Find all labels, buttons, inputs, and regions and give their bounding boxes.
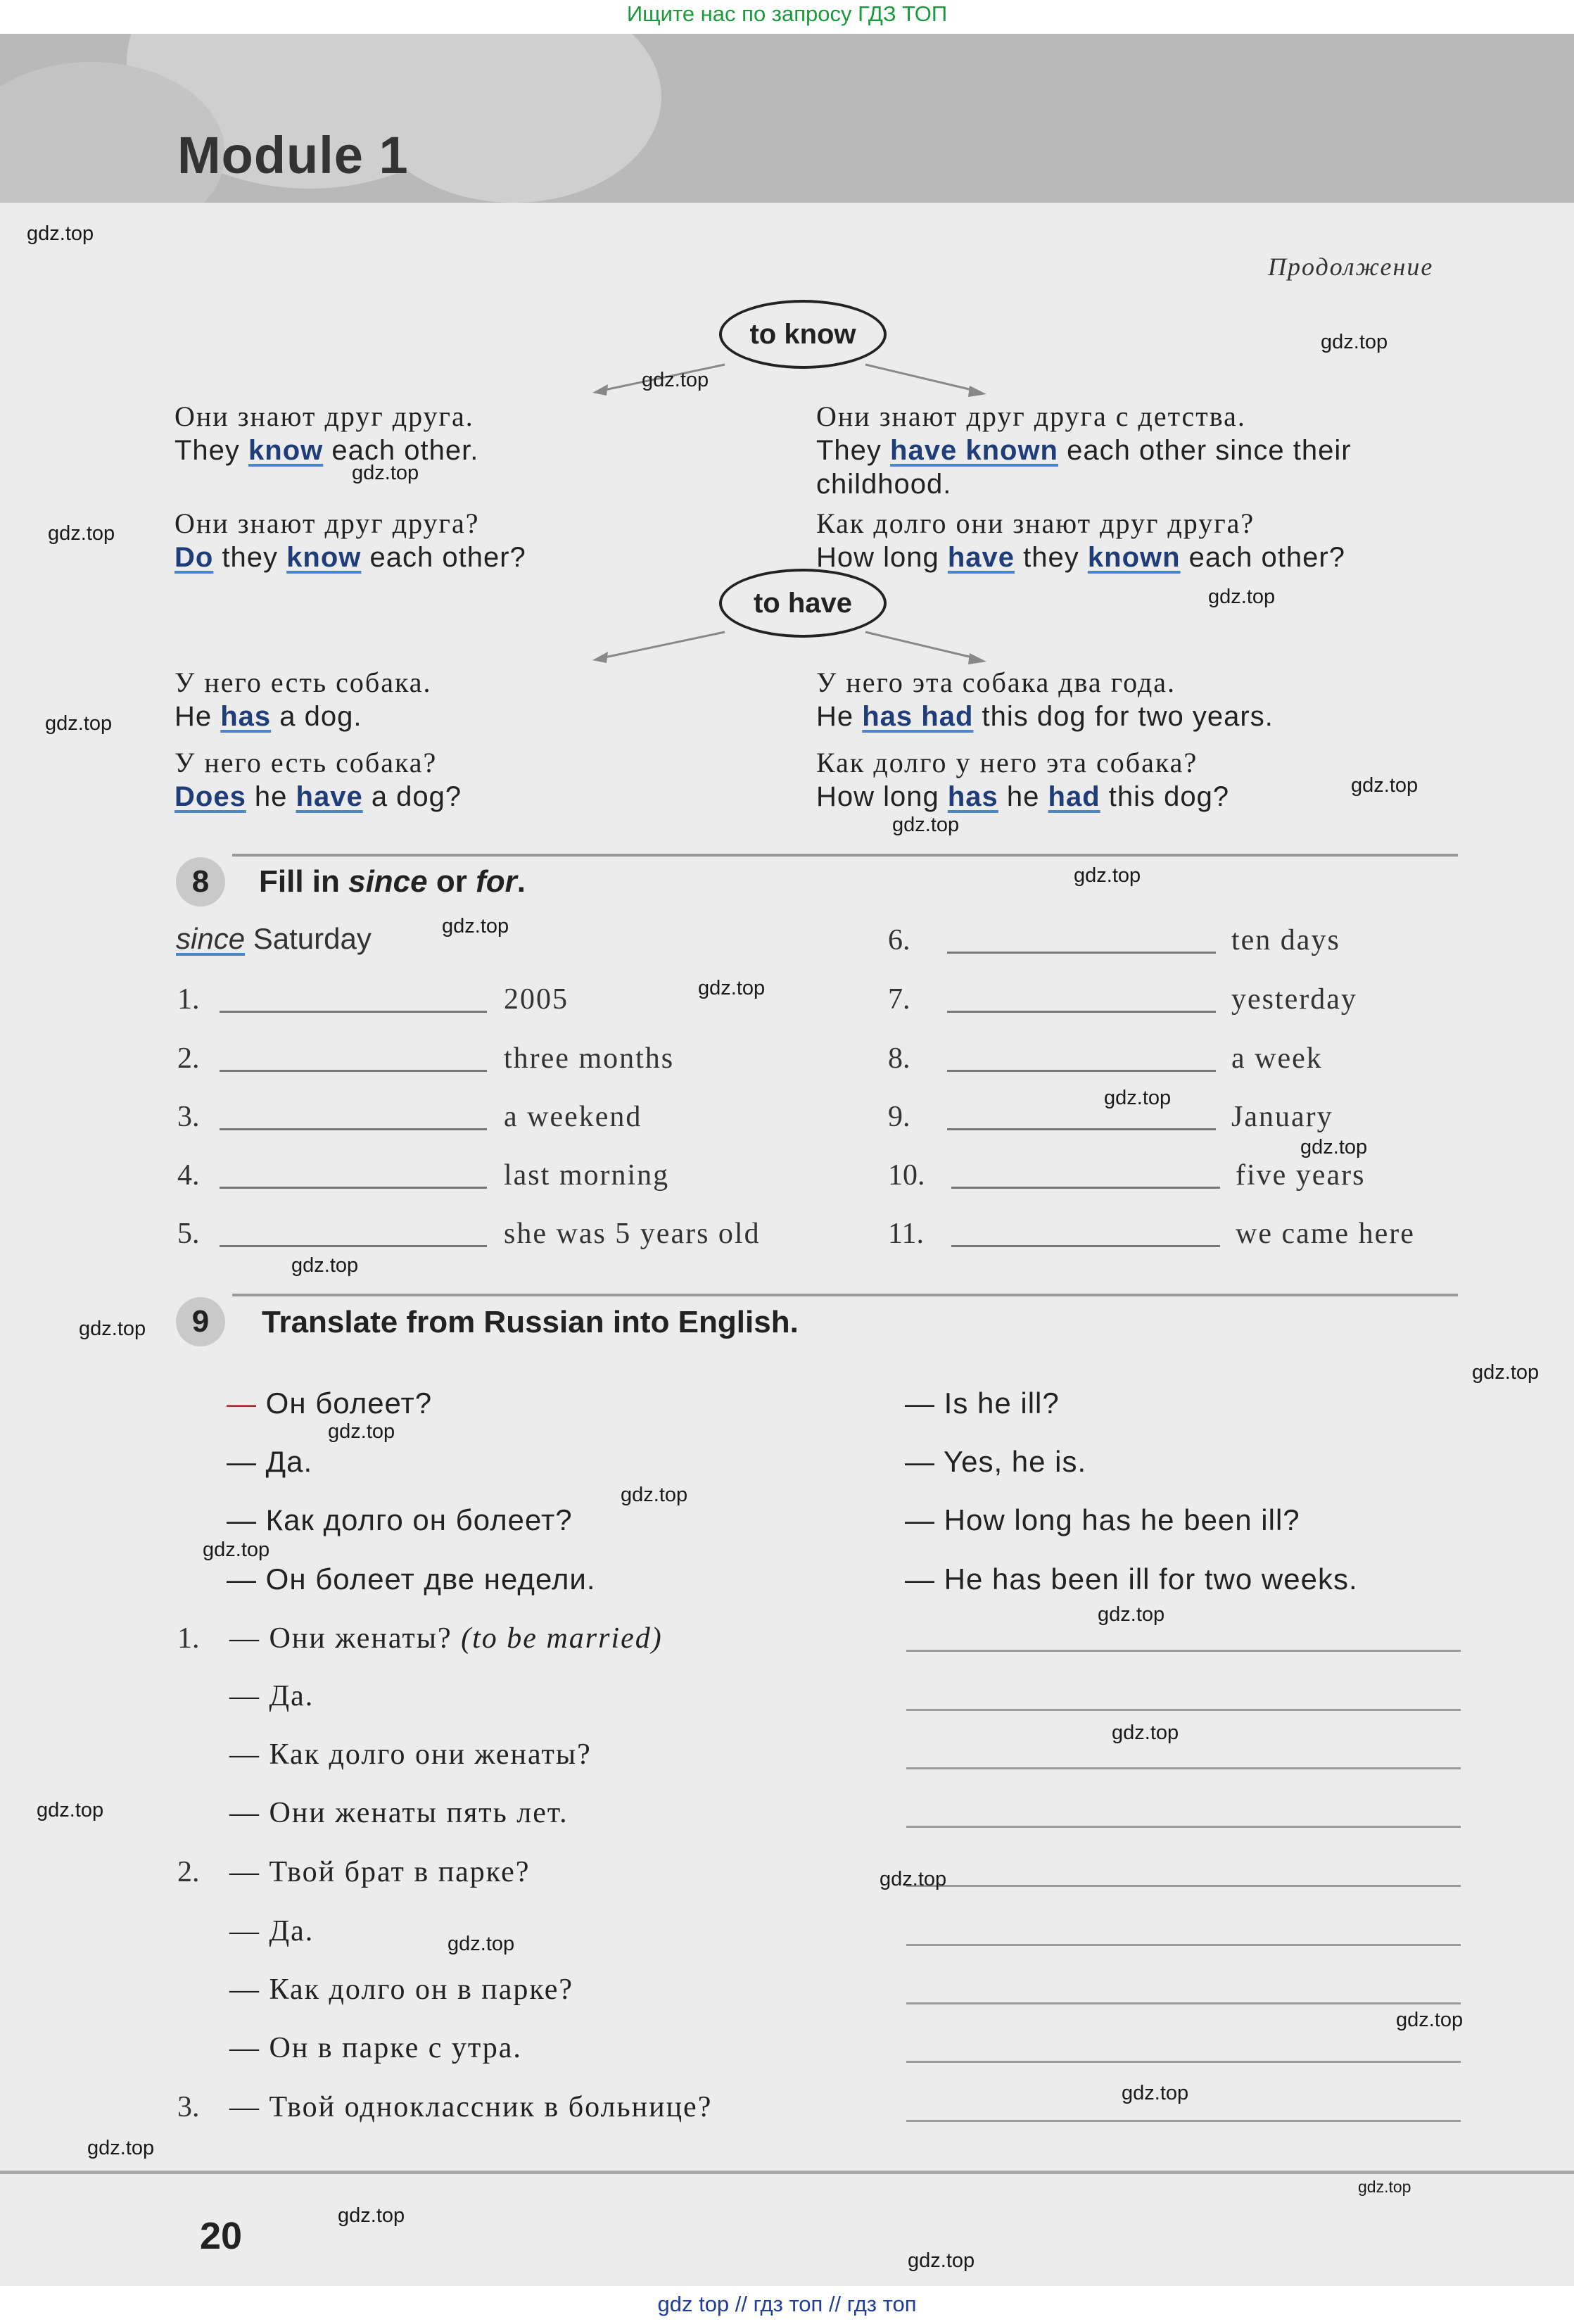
ex8-item-number: 5. [177, 1218, 200, 1250]
watermark-text: gdz.top [27, 222, 94, 245]
watermark-text: gdz.top [448, 1933, 515, 1955]
ex9-task-number: 1. [177, 1622, 200, 1655]
ex9-example-ru: — Да. [227, 1445, 313, 1478]
ex8-answer-blank[interactable] [951, 1187, 1220, 1189]
ex9-example-en: — Is he ill? [905, 1387, 1060, 1420]
ex9-example-ru: — Он болеет? [227, 1387, 433, 1420]
ex9-task-line: — Как долго они женаты? [229, 1738, 592, 1771]
watermark-text: gdz.top [1122, 2082, 1189, 2104]
ex8-item-word: five years [1236, 1159, 1366, 1192]
ex9-answer-line[interactable] [906, 1767, 1461, 1769]
top-banner-link[interactable]: Ищите нас по запросу ГДЗ ТОП [626, 1, 948, 26]
ex8-item-word: a weekend [504, 1101, 642, 1133]
know-left-ru1: Они знают друг друга. [174, 400, 474, 432]
workbook-page [0, 34, 1574, 2286]
watermark-text: gdz.top [45, 712, 113, 735]
watermark-text: gdz.top [79, 1318, 146, 1340]
watermark-text: gdz.top [1208, 586, 1276, 608]
watermark-text: gdz.top [1351, 774, 1418, 797]
watermark-text: gdz.top [1112, 1722, 1179, 1744]
ex9-task-line: — Да. [229, 1680, 315, 1712]
ex9-task-line: — Твой одноклассник в больнице? [229, 2091, 713, 2123]
ex9-example-en: — How long has he been ill? [905, 1503, 1300, 1536]
ex9-task-line: — Да. [229, 1915, 315, 1947]
ex8-answer-blank[interactable] [220, 1128, 487, 1130]
ex9-answer-line[interactable] [906, 2120, 1461, 2122]
ex8-item-number: 4. [177, 1159, 200, 1192]
ex9-answer-line[interactable] [906, 1709, 1461, 1711]
flower-petal-decoration [366, 34, 661, 203]
watermark-text: gdz.top [642, 369, 709, 391]
ex9-task-line: — Как долго он в парке? [229, 1973, 574, 2006]
ex9-task-number: 3. [177, 2091, 200, 2123]
ex8-answer-blank[interactable] [220, 1187, 487, 1189]
watermark-text: gdz.top [1104, 1087, 1172, 1109]
ex9-task-number: 2. [177, 1856, 200, 1888]
watermark-text: gdz.top [880, 1868, 947, 1890]
ex9-answer-line[interactable] [906, 1650, 1461, 1652]
watermark-text: gdz.top [352, 462, 419, 484]
bottom-banner-link[interactable]: gdz top // гдз топ // гдз топ [657, 2292, 917, 2316]
watermark-text: gdz.top [338, 2204, 405, 2227]
have-right-en2: How long has he had this dog? [816, 781, 1230, 812]
ex9-answer-line[interactable] [906, 2002, 1461, 2004]
exercise8-title: Fill in since or for. [259, 864, 526, 899]
ex8-item-word: 2005 [504, 983, 569, 1016]
watermark-text: gdz.top [328, 1420, 395, 1443]
ex8-answer-blank[interactable] [947, 1128, 1216, 1130]
exercise8-separator [232, 854, 1458, 857]
have-right-ru2: Как долго у него эта собака? [816, 747, 1198, 778]
have-left-en1: He has a dog. [174, 701, 362, 732]
know-right-en1b: childhood. [816, 469, 952, 500]
exercise9-separator [232, 1294, 1458, 1296]
ex8-item-word: a week [1231, 1042, 1323, 1075]
ex8-item-word: January [1231, 1101, 1333, 1133]
watermark-text: gdz.top [1358, 2178, 1411, 2196]
ex9-answer-line[interactable] [906, 1826, 1461, 1828]
exercise8-example: since Saturday [176, 922, 372, 955]
know-left-en2: Do they know each other? [174, 542, 526, 573]
have-right-ru1: У него эта собака два года. [816, 667, 1176, 698]
ex8-item-word: three months [504, 1042, 675, 1075]
ex9-task-line: — Они женаты пять лет. [229, 1797, 569, 1829]
watermark-text: gdz.top [1074, 864, 1141, 887]
ex8-answer-blank[interactable] [220, 1245, 487, 1247]
header-band [0, 34, 1574, 203]
have-left-ru1: У него есть собака. [174, 667, 432, 698]
ex8-item-word: she was 5 years old [504, 1218, 761, 1250]
ex8-item-number: 10. [888, 1159, 925, 1192]
watermark-text: gdz.top [1472, 1361, 1540, 1384]
know-left-en1: They know each other. [174, 435, 479, 466]
ex8-item-word: last morning [504, 1159, 670, 1192]
ex8-answer-blank[interactable] [220, 1011, 487, 1013]
have-left-en2: Does he have a dog? [174, 781, 462, 812]
ex8-item-number: 2. [177, 1042, 200, 1075]
watermark-text: gdz.top [621, 1484, 688, 1506]
ex9-answer-line[interactable] [906, 1885, 1461, 1887]
ex9-answer-line[interactable] [906, 1944, 1461, 1946]
ex9-answer-line[interactable] [906, 2061, 1461, 2063]
have-right-en1: He has had this dog for two years. [816, 701, 1274, 732]
page-number: 20 [200, 2215, 243, 2257]
ex8-answer-blank[interactable] [951, 1245, 1220, 1247]
watermark-text: gdz.top [892, 814, 960, 836]
ex9-task-line: — Они женаты? (to be married) [229, 1622, 663, 1655]
watermark-text: gdz.top [291, 1254, 359, 1277]
watermark-text: gdz.top [698, 977, 766, 999]
ex8-item-word: we came here [1236, 1218, 1415, 1250]
ex8-item-number: 8. [888, 1042, 910, 1075]
to-know-oval: to know [719, 300, 887, 369]
watermark-text: gdz.top [1098, 1603, 1165, 1626]
exercise9-badge: 9 [176, 1297, 225, 1346]
continuation-label: Продолжение [1268, 253, 1434, 281]
have-left-ru2: У него есть собака? [174, 747, 438, 778]
watermark-text: gdz.top [1300, 1136, 1368, 1158]
watermark-text: gdz.top [48, 522, 115, 545]
exercise8-badge: 8 [176, 857, 225, 907]
watermark-text: gdz.top [203, 1539, 270, 1561]
ex9-example-en: — He has been ill for two weeks. [905, 1562, 1358, 1596]
watermark-text: gdz.top [1321, 331, 1388, 353]
to-have-oval: to have [719, 569, 887, 638]
ex8-item-word: ten days [1231, 924, 1340, 956]
ex8-answer-blank[interactable] [947, 1070, 1216, 1072]
know-right-en1: They have known each other since their [816, 435, 1352, 466]
watermark-text: gdz.top [37, 1799, 104, 1821]
know-right-ru1: Они знают друг друга с детства. [816, 400, 1246, 432]
ex8-item-number: 3. [177, 1101, 200, 1133]
ex9-example-en: — Yes, he is. [905, 1445, 1087, 1478]
watermark-text: gdz.top [1396, 2009, 1464, 2031]
watermark-text: gdz.top [442, 915, 509, 937]
know-right-en2: How long have they known each other? [816, 542, 1345, 573]
know-left-ru2: Они знают друг друга? [174, 507, 480, 539]
ex8-item-number: 1. [177, 983, 200, 1016]
ex8-item-number: 9. [888, 1101, 910, 1133]
footer-separator [0, 2171, 1574, 2174]
watermark-text: gdz.top [87, 2137, 155, 2159]
ex8-answer-blank[interactable] [220, 1070, 487, 1072]
exercise9-title: Translate from Russian into English. [262, 1305, 799, 1339]
ex8-answer-blank[interactable] [947, 952, 1216, 954]
ex8-answer-blank[interactable] [947, 1011, 1216, 1013]
ex9-example-ru: — Он болеет две недели. [227, 1562, 596, 1596]
ex9-task-line: — Твой брат в парке? [229, 1856, 531, 1888]
ex8-item-number: 7. [888, 983, 910, 1016]
module-title: Module 1 [177, 126, 409, 184]
ex8-item-number: 6. [888, 924, 910, 956]
ex8-item-word: yesterday [1231, 983, 1357, 1016]
ex8-item-number: 11. [888, 1218, 924, 1250]
ex9-task-line: — Он в парке с утра. [229, 2032, 522, 2064]
know-right-ru2: Как долго они знают друг друга? [816, 507, 1255, 539]
ex9-example-ru: — Как долго он болеет? [227, 1503, 573, 1536]
watermark-text: gdz.top [908, 2249, 975, 2272]
